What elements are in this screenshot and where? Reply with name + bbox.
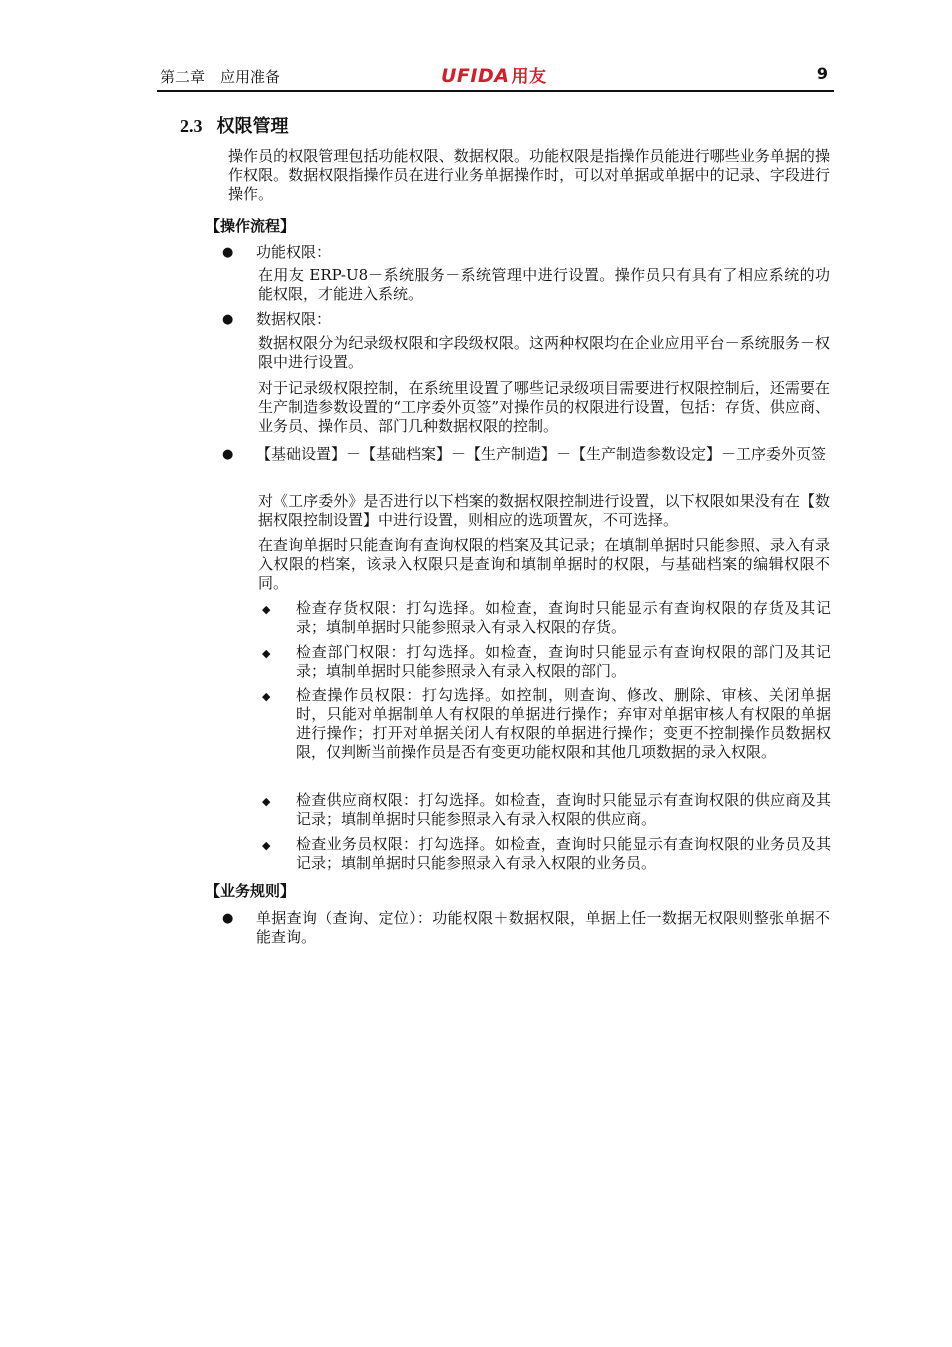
list-item-text: 检查业务员权限：打勾选择。如检查，查询时只能显示有查询权限的业务员及其记录；填制单据时只能参照录入有录入权限的业务员。 xyxy=(296,835,831,872)
list-item-text: 检查存货权限：打勾选择。如检查，查询时只能显示有查询权限的存货及其记录；填制单据时只能参照录入有录入权限的存货。 xyxy=(296,599,831,636)
logo-brand: UFIDA xyxy=(441,65,510,87)
page-header xyxy=(157,62,834,92)
page-number: 9 xyxy=(816,64,828,83)
data-permission-text-2: 对于记录级权限控制，在系统里设置了哪些记录级项目需要进行权限控制后，还需要在生产制造参数设置的“工序委外页签”对操作员的权限进行设置，包括：存货、供应商、业务员、操作员、部门几种数据权限的控制。 xyxy=(258,379,830,435)
bullet-label: 功能权限： xyxy=(256,243,332,261)
bullet-icon: ● xyxy=(222,245,234,260)
diamond-icon: ◆ xyxy=(262,690,271,703)
chapter-title: 第二章 应用准备 xyxy=(160,68,281,86)
section-number: 2.3 xyxy=(180,116,203,136)
flow-heading: 【操作流程】 xyxy=(205,217,296,235)
list-item-text: 检查供应商权限：打勾选择。如检查，查询时只能显示有查询权限的供应商及其记录；填制单据时只能参照录入有录入权限的供应商。 xyxy=(296,791,831,828)
list-item-text: 检查部门权限：打勾选择。如检查，查询时只能显示有查询权限的部门及其记录；填制单据时只能参照录入有录入权限的部门。 xyxy=(296,643,831,680)
rules-heading: 【业务规则】 xyxy=(205,882,296,900)
rule-text: 单据查询（查询、定位）：功能权限＋数据权限，单据上任一数据无权限则整张单据不能查询。 xyxy=(256,909,830,946)
list-item-text: 检查操作员权限：打勾选择。如控制，则查询、修改、删除、审核、关闭单据时，只能对单据制单人有权限的单据进行操作；弃审对单据审核人有权限的单据进行操作；打开对单据关闭人有权限的单据进行操作；变更不控制操作员数据权限，仅判断当前操作员是否有变更功能权限和其他几项数据的录入权限。 xyxy=(296,686,831,761)
bullet-icon: ● xyxy=(222,911,234,926)
data-permission-text-1: 数据权限分为纪录级权限和字段级权限。这两种权限均在企业应用平台－系统服务－权限中进行设置。 xyxy=(258,334,830,371)
menu-path-text-2: 在查询单据时只能查询有查询权限的档案及其记录；在填制单据时只能参照、录入有录入权限的档案，该录入权限只是查询和填制单据时的权限，与基础档案的编辑权限不同。 xyxy=(258,536,830,592)
diamond-icon: ◆ xyxy=(262,647,271,660)
section-title xyxy=(180,112,289,138)
function-permission-text: 在用友 ERP-U8－系统服务－系统管理中进行设置。操作员只有具有了相应系统的功能权限，才能进入系统。 xyxy=(258,266,830,303)
section-title-text: 权限管理 xyxy=(216,116,289,137)
bullet-label: 数据权限： xyxy=(256,310,332,328)
bullet-icon: ● xyxy=(222,447,234,462)
menu-path-text-1: 对《工序委外》是否进行以下档案的数据权限控制进行设置，以下权限如果没有在【数据权限控制设置】中进行设置，则相应的选项置灰，不可选择。 xyxy=(258,492,830,529)
diamond-icon: ◆ xyxy=(262,603,271,616)
menu-path-label: 【基础设置】－【基础档案】－【生产制造】－【生产制造参数设定】－工序委外页签 xyxy=(256,445,827,463)
diamond-icon: ◆ xyxy=(262,795,271,808)
ufida-logo xyxy=(441,62,546,87)
bullet-icon: ● xyxy=(222,312,234,327)
diamond-icon: ◆ xyxy=(262,839,271,852)
intro-paragraph: 操作员的权限管理包括功能权限、数据权限。功能权限是指操作员能进行哪些业务单据的操作权限。数据权限指操作员在进行业务单据操作时，可以对单据或单据中的记录、字段进行操作。 xyxy=(228,147,830,203)
logo-cn: 用友 xyxy=(511,67,547,87)
